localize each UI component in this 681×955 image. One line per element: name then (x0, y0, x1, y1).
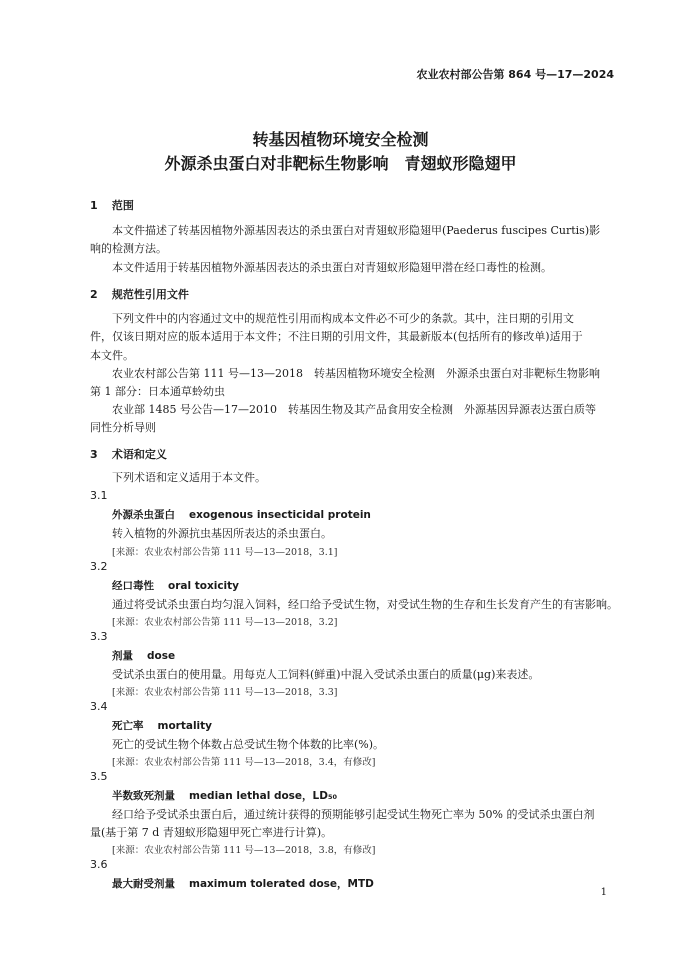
term-heading (112, 578, 239, 593)
term-en: oral toxicity (168, 580, 240, 592)
term-en: maximum tolerated dose，MTD (189, 878, 374, 890)
scope-paragraph-2: 本文件适用于转基因植物外源基因表达的杀虫蛋白对青翅蚁形隐翅甲潜在经口毒性的检测。 (112, 261, 552, 274)
section-3-heading (90, 446, 167, 462)
term-en: mortality (157, 720, 212, 732)
scope-paragraph-1b: 响的检测方法。 (90, 242, 167, 255)
term-heading (112, 718, 212, 733)
refs-paragraph-line-2: 件，仅该日期对应的版本适用于本文件；不注日期的引用文件，其最新版本(包括所有的修改单)适用于 (90, 330, 583, 343)
page-number: 1 (600, 887, 607, 898)
reference-1-line-1: 农业农村部公告第 111 号—13—2018 转基因植物环境安全检测 外源杀虫蛋白对非靶标生物影响 (112, 367, 600, 380)
term-zh: 外源杀虫蛋白 (112, 509, 175, 521)
term-definition: 转入植物的外源抗虫基因所表达的杀虫蛋白。 (112, 527, 332, 540)
title-line-2: 外源杀虫蛋白对非靶标生物影响 青翅蚁形隐翅甲 (164, 154, 517, 173)
term-en: exogenous insecticidal protein (189, 509, 371, 521)
section-title: 术语和定义 (111, 448, 167, 461)
term-definition: 死亡的受试生物个体数占总受试生物个体数的比率(%)。 (112, 738, 385, 751)
reference-1-line-2: 第 1 部分：日本通草蛉幼虫 (90, 385, 225, 398)
reference-2-line-2: 同性分析导则 (90, 421, 156, 434)
term-number: 3.1 (90, 489, 108, 502)
term-heading (112, 788, 337, 803)
document-header: 农业农村部公告第 864 号—17—2024 (416, 68, 614, 81)
term-number: 3.3 (90, 630, 108, 643)
section-number: 3 (90, 448, 98, 461)
section-title: 范围 (111, 199, 134, 212)
term-definition-continued: 量(基于第 7 d 青翅蚁形隐翅甲死亡率进行计算)。 (90, 826, 333, 839)
term-number: 3.2 (90, 560, 108, 573)
term-number: 3.4 (90, 700, 108, 713)
term-source: [来源：农业农村部公告第 111 号—13—2018，3.1] (112, 547, 338, 558)
term-definition: 受试杀虫蛋白的使用量。用每克人工饲料(鲜重)中混入受试杀虫蛋白的质量(μg)来表述。 (112, 668, 540, 681)
term-number: 3.5 (90, 770, 108, 783)
section-2-heading (90, 286, 189, 302)
refs-paragraph-line-1: 下列文件中的内容通过文中的规范性引用而构成本文件必不可少的条款。其中，注日期的引用文 (112, 312, 574, 325)
term-en: dose (147, 650, 176, 662)
term-heading (112, 876, 374, 891)
term-zh: 最大耐受剂量 (112, 878, 175, 890)
term-zh: 剂量 (112, 650, 133, 662)
reference-2-line-1: 农业部 1485 号公告—17—2010 转基因生物及其产品食用安全检测 外源基因异源表达蛋白质等 (112, 403, 596, 416)
term-source: [来源：农业农村部公告第 111 号—13—2018，3.8，有修改] (112, 845, 376, 856)
term-source: [来源：农业农村部公告第 111 号—13—2018，3.3] (112, 687, 338, 698)
term-source: [来源：农业农村部公告第 111 号—13—2018，3.4，有修改] (112, 757, 376, 768)
term-zh: 死亡率 (112, 720, 144, 732)
refs-paragraph-line-3: 本文件。 (90, 349, 134, 362)
title-line-1: 转基因植物环境安全检测 (252, 130, 429, 149)
term-zh: 经口毒性 (112, 580, 154, 592)
term-definition: 通过将受试杀虫蛋白均匀混入饲料，经口给予受试生物，对受试生物的生存和生长发育产生的有害影响。 (112, 598, 618, 611)
term-zh: 半数致死剂量 (112, 790, 175, 802)
term-source: [来源：农业农村部公告第 111 号—13—2018，3.2] (112, 617, 338, 628)
term-heading (112, 507, 371, 522)
term-heading (112, 648, 175, 663)
term-definition: 经口给予受试杀虫蛋白后，通过统计获得的预期能够引起受试生物死亡率为 50% 的受试杀虫蛋白剂 (112, 808, 595, 821)
term-en: median lethal dose，LD₅₀ (189, 790, 338, 802)
section-number: 1 (90, 199, 98, 212)
term-number: 3.6 (90, 858, 108, 871)
terms-intro: 下列术语和定义适用于本文件。 (112, 471, 266, 484)
section-1-heading (90, 197, 134, 213)
section-number: 2 (90, 288, 98, 301)
section-title: 规范性引用文件 (111, 288, 189, 301)
scope-paragraph-1a: 本文件描述了转基因植物外源基因表达的杀虫蛋白对青翅蚁形隐翅甲(Paederus fuscipes Curtis)影 (112, 224, 601, 237)
